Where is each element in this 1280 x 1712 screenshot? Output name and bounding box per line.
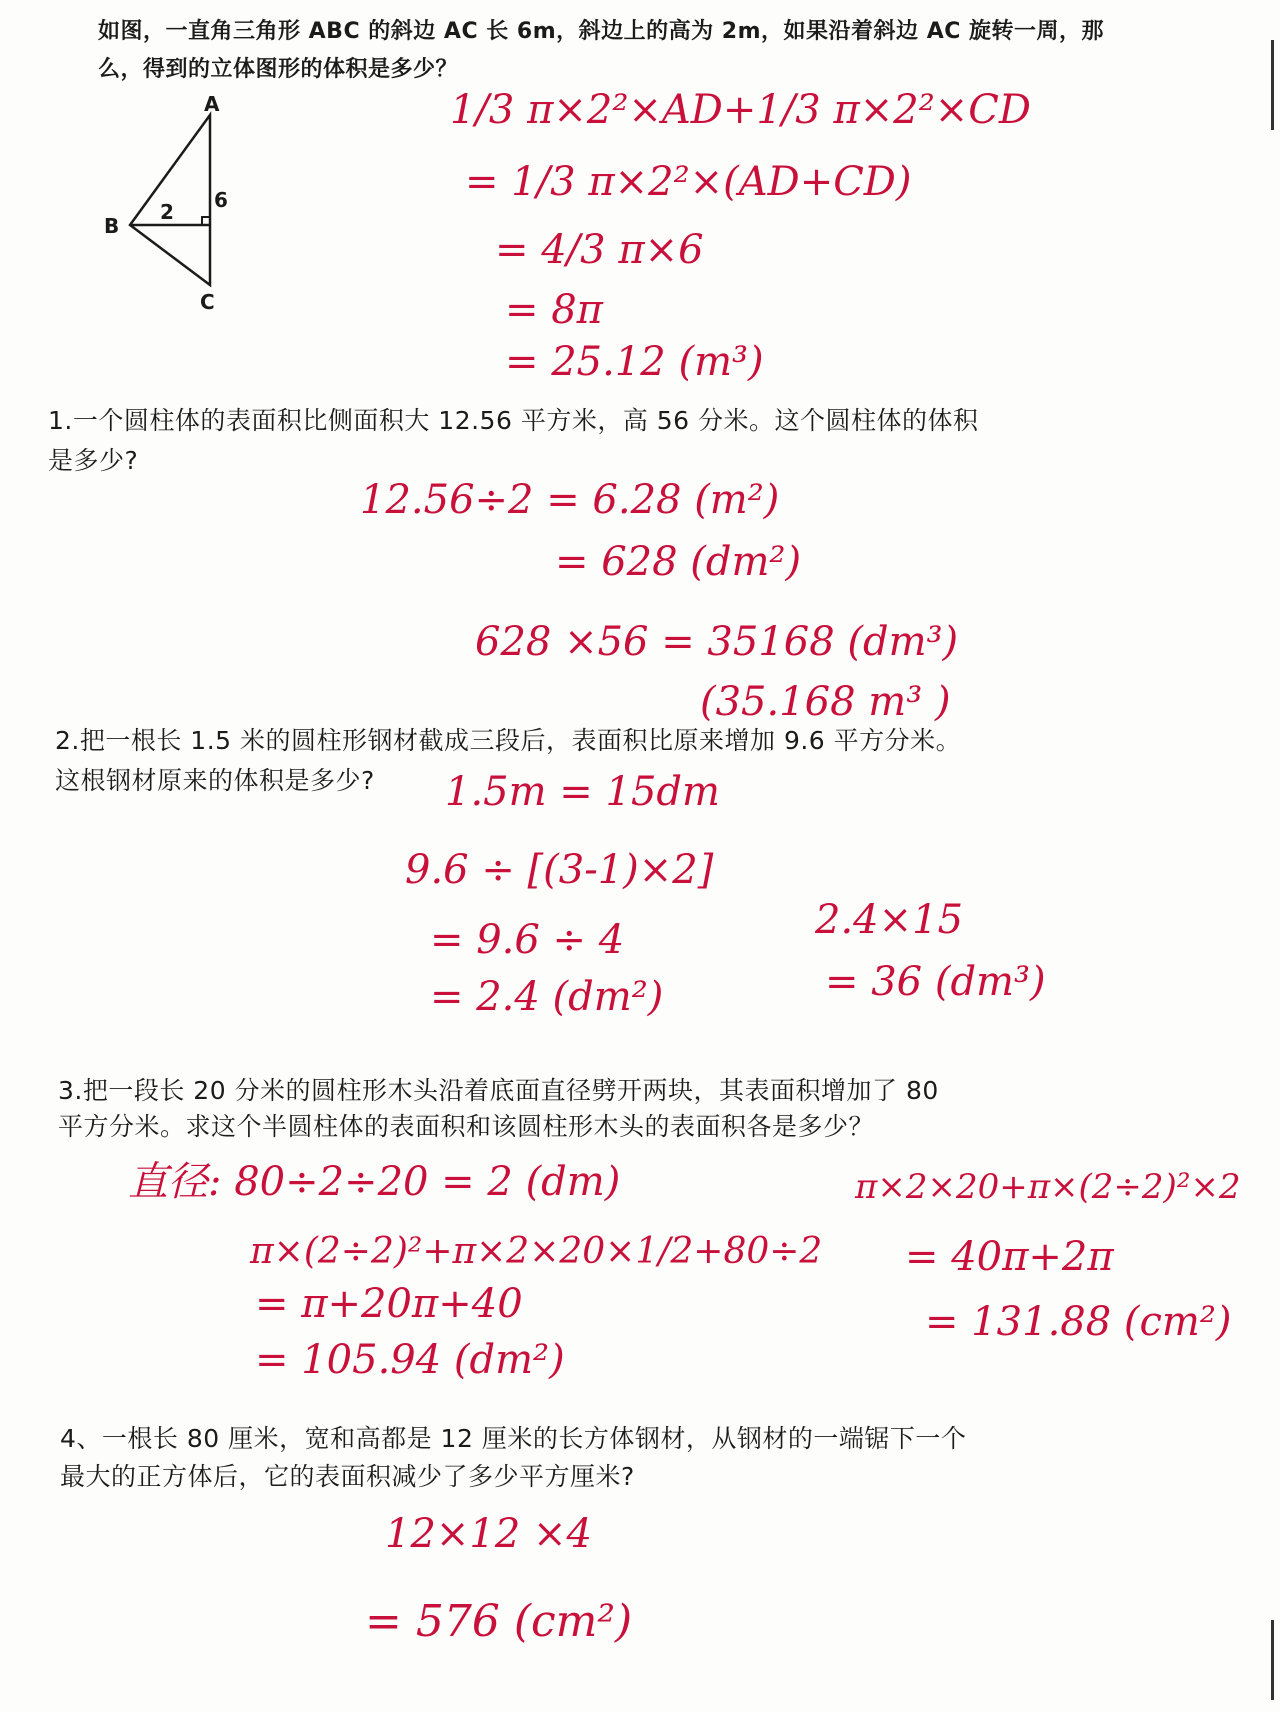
vertex-label-b: B — [104, 214, 120, 238]
triangle-figure — [100, 95, 260, 315]
q4-line1: 4、一根长 80 厘米，宽和高都是 12 厘米的长方体钢材，从钢材的一端锯下一个 — [60, 1424, 967, 1453]
handwritten-line: 12.56÷2 = 6.28 (m²) — [360, 477, 780, 523]
handwritten-line: (35.168 m³ ) — [700, 679, 951, 725]
handwritten-line: = 8π — [505, 287, 603, 333]
handwritten-line: 1.5m = 15dm — [445, 769, 720, 815]
handwritten-line: = 576 (cm²) — [365, 1596, 633, 1647]
scan-edge-mark — [1271, 1620, 1274, 1700]
handwritten-line: π×2×20+π×(2÷2)²×2 — [855, 1167, 1241, 1207]
handwritten-line: = 2.4 (dm²) — [430, 974, 664, 1020]
q2-line1: 2.把一根长 1.5 米的圆柱形钢材截成三段后，表面积比原来增加 9.6 平方分米。 — [55, 726, 962, 755]
q3-line1: 3.把一段长 20 分米的圆柱形木头沿着底面直径劈开两块，其表面积增加了 80 — [58, 1076, 939, 1105]
handwritten-line: 9.6 ÷ [(3-1)×2] — [405, 847, 714, 893]
handwritten-line: 直径: 80÷2÷20 = 2 (dm) — [128, 1159, 621, 1205]
q1-line2: 是多少? — [48, 446, 139, 475]
handwritten-line: = 9.6 ÷ 4 — [430, 917, 625, 963]
intro-question-line1: 如图，一直角三角形 ABC 的斜边 AC 长 6m，斜边上的高为 2m，如果沿着斜边 AC 旋转一周，那 — [98, 19, 1105, 44]
q1-line1: 1.一个圆柱体的表面积比侧面积大 12.56 平方米，高 56 分米。这个圆柱体的体积 — [48, 406, 979, 435]
handwritten-line: = π+20π+40 — [255, 1281, 523, 1327]
handwritten-line: = 131.88 (cm²) — [925, 1299, 1232, 1345]
handwritten-line: = 40π+2π — [905, 1234, 1114, 1280]
intro-question-line2: 么，得到的立体图形的体积是多少？ — [98, 57, 459, 82]
vertex-label-c: C — [200, 290, 215, 314]
handwritten-line: 2.4×15 — [815, 897, 964, 943]
scan-edge-mark — [1271, 40, 1274, 130]
q2-line2: 这根钢材原来的体积是多少? — [55, 766, 375, 795]
q3-line2: 平方分米。求这个半圆柱体的表面积和该圆柱形木头的表面积各是多少？ — [58, 1112, 875, 1141]
handwritten-line: = 1/3 π×2²×(AD+CD) — [465, 159, 912, 205]
handwritten-line: π×(2÷2)²+π×2×20×1/2+80÷2 — [250, 1231, 823, 1272]
q4-line2: 最大的正方体后，它的表面积减少了多少平方厘米? — [60, 1462, 635, 1491]
height-label: 2 — [160, 200, 174, 224]
handwritten-line: 12×12 ×4 — [385, 1511, 592, 1557]
handwritten-line: 628 ×56 = 35168 (dm³) — [475, 619, 959, 665]
side-length-label: 6 — [214, 188, 228, 212]
handwritten-line: = 4/3 π×6 — [495, 227, 704, 273]
handwritten-line: 1/3 π×2²×AD+1/3 π×2²×CD — [450, 87, 1031, 133]
handwritten-line: = 628 (dm²) — [555, 539, 802, 585]
vertex-label-a: A — [204, 95, 220, 116]
handwritten-line: = 25.12 (m³) — [505, 339, 764, 385]
handwritten-line: = 36 (dm³) — [825, 959, 1046, 1005]
handwritten-line: = 105.94 (dm²) — [255, 1337, 565, 1383]
